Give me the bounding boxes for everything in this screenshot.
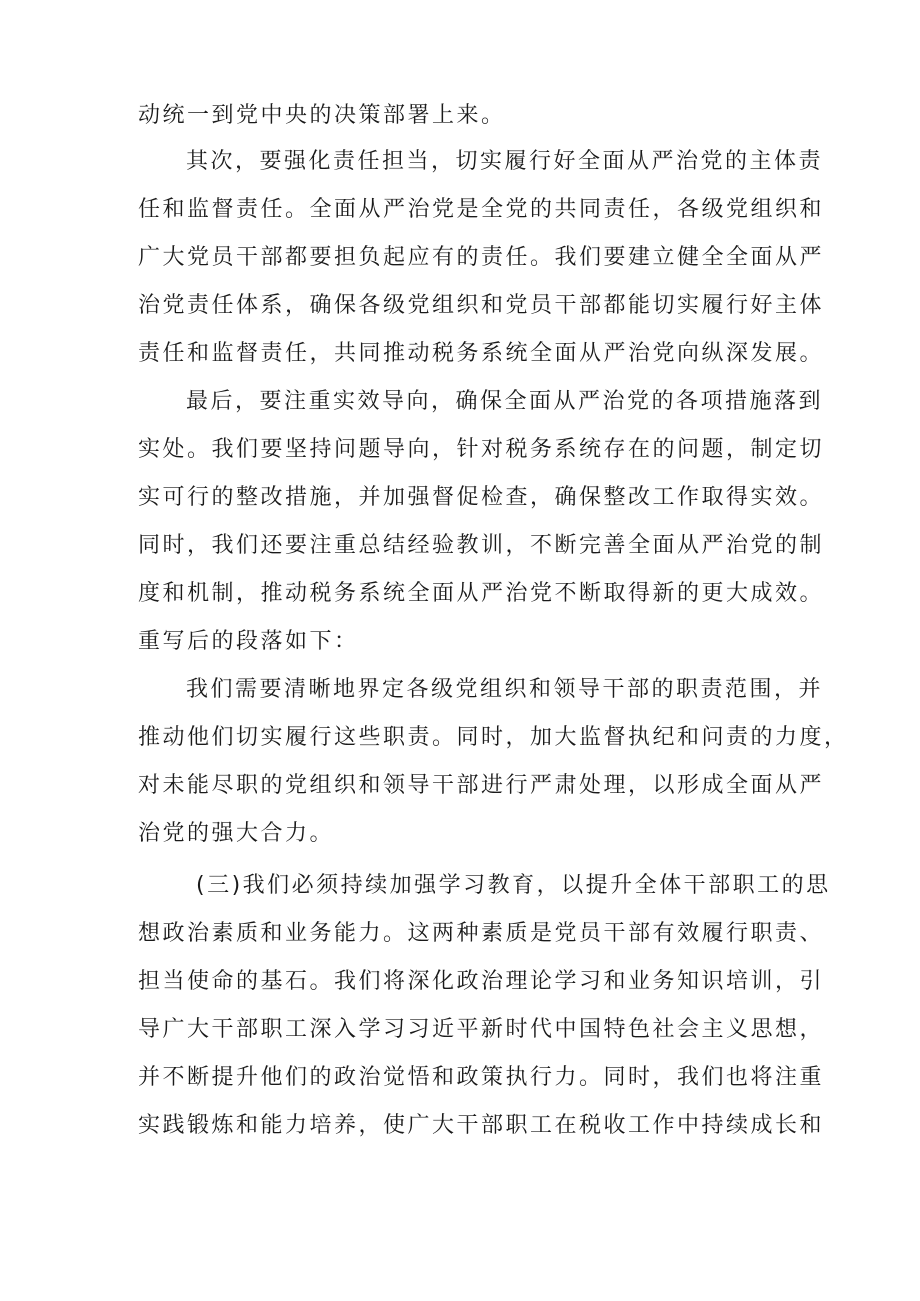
text-line: 我们需要清晰地界定各级党组织和领导干部的职责范围，并 <box>186 677 824 702</box>
text-line: 责任和监督责任，共同推动税务系统全面从严治党向纵深发展。 <box>138 341 825 366</box>
text-line: 导广大干部职工深入学习习近平新时代中国特色社会主义思想， <box>138 1017 825 1042</box>
text-line: 最后，要注重实效导向，确保全面从严治党的各项措施落到 <box>186 389 824 414</box>
text-line: 任和监督责任。全面从严治党是全党的共同责任，各级党组织和 <box>138 197 825 222</box>
text-line: 实处。我们要坚持问题导向，针对税务系统存在的问题，制定切 <box>138 437 825 462</box>
text-line: 推动他们切实履行这些职责。同时，加大监督执纪和问责的力度， <box>138 725 849 750</box>
section-heading-line: (三)我们必须持续加强学习教育，以提升全体干部职工的思 <box>196 873 831 898</box>
text-line: 重写后的段落如下： <box>138 629 359 654</box>
text-line: 对未能尽职的党组织和领导干部进行严肃处理，以形成全面从严 <box>138 773 825 798</box>
text-line: 并不断提升他们的政治觉悟和政策执行力。同时，我们也将注重 <box>138 1065 825 1090</box>
text-line: 同时，我们还要注重总结经验教训，不断完善全面从严治党的制 <box>138 533 825 558</box>
text-line: 想政治素质和业务能力。这两种素质是党员干部有效履行职责、 <box>138 921 825 946</box>
text-line: 动统一到党中央的决策部署上来。 <box>138 103 506 128</box>
text-line: 担当使命的基石。我们将深化政治理论学习和业务知识培训，引 <box>138 969 825 994</box>
text-line: 其次，要强化责任担当，切实履行好全面从严治党的主体责 <box>186 149 824 174</box>
text-line: 实可行的整改措施，并加强督促检查，确保整改工作取得实效。 <box>138 485 825 510</box>
text-line: 度和机制，推动税务系统全面从严治党不断取得新的更大成效。 <box>138 581 825 606</box>
text-line: 治党的强大合力。 <box>138 821 335 846</box>
text-line: 实践锻炼和能力培养，使广大干部职工在税收工作中持续成长和 <box>138 1113 825 1138</box>
text-line: 广大党员干部都要担负起应有的责任。我们要建立健全全面从严 <box>138 245 825 270</box>
text-line: 治党责任体系，确保各级党组织和党员干部都能切实履行好主体 <box>138 293 825 318</box>
